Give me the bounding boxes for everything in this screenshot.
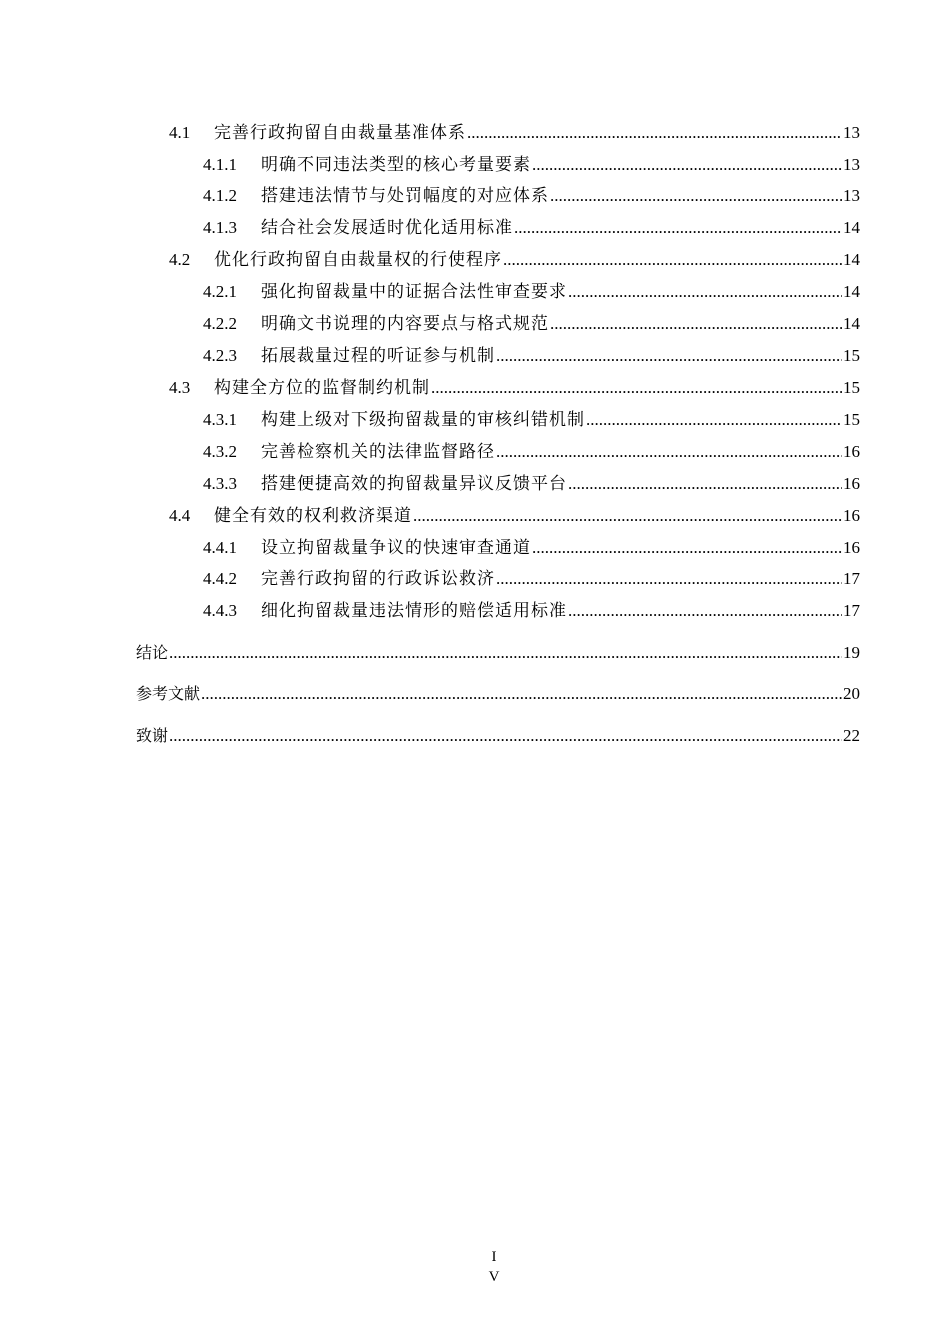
toc-entry[interactable] bbox=[203, 154, 860, 176]
toc-entry-page: 13 bbox=[843, 186, 860, 205]
toc-entry-page: 22 bbox=[843, 726, 860, 745]
toc-entry-title: 搭建便捷高效的拘留裁量异议反馈平台 bbox=[261, 474, 567, 493]
dot-leader bbox=[169, 725, 842, 747]
dot-leader bbox=[532, 537, 842, 559]
toc-entry-title: 细化拘留裁量违法情形的赔偿适用标准 bbox=[261, 601, 567, 620]
page-number-line-1: I bbox=[491, 1249, 497, 1265]
toc-entry-title: 完善行政拘留自由裁量基准体系 bbox=[214, 123, 466, 142]
toc-entry[interactable] bbox=[203, 281, 860, 303]
toc-entry-number: 4.4.3 bbox=[203, 601, 237, 620]
toc-entry-page: 15 bbox=[843, 346, 860, 365]
page-number-footer bbox=[0, 1247, 950, 1287]
toc-entry-number: 4.2 bbox=[169, 250, 191, 269]
toc-entry-references[interactable] bbox=[136, 683, 860, 705]
toc-entry-number: 4.1.3 bbox=[203, 218, 237, 237]
toc-entry-title: 健全有效的权利救济渠道 bbox=[214, 506, 412, 525]
toc-entry-number: 4.2.3 bbox=[203, 346, 237, 365]
toc-entry-number: 4.4 bbox=[169, 506, 191, 525]
toc-entry-page: 17 bbox=[843, 569, 860, 588]
toc-entry-number: 4.3.2 bbox=[203, 442, 237, 461]
dot-leader bbox=[467, 122, 842, 144]
toc-entry-conclusion[interactable] bbox=[136, 642, 860, 664]
toc-entry-page: 16 bbox=[843, 442, 860, 461]
toc-entry-page: 13 bbox=[843, 123, 860, 142]
toc-entry-title: 构建上级对下级拘留裁量的审核纠错机制 bbox=[261, 410, 585, 429]
toc-entry-title: 强化拘留裁量中的证据合法性审查要求 bbox=[261, 282, 567, 301]
dot-leader bbox=[568, 473, 842, 495]
toc-entry-page: 14 bbox=[843, 314, 860, 333]
toc-entry-page: 15 bbox=[843, 410, 860, 429]
toc-entry[interactable] bbox=[203, 409, 860, 431]
toc-entry-number: 4.4.2 bbox=[203, 569, 237, 588]
dot-leader bbox=[568, 281, 842, 303]
toc-entry-page: 16 bbox=[843, 506, 860, 525]
toc-entry-number: 4.3.3 bbox=[203, 474, 237, 493]
toc-entry-title: 构建全方位的监督制约机制 bbox=[214, 378, 430, 397]
toc-entry-number: 4.1.2 bbox=[203, 186, 237, 205]
toc-entry-acknowledgements[interactable] bbox=[136, 725, 860, 747]
toc-entry[interactable] bbox=[203, 313, 860, 335]
toc-entry-page: 14 bbox=[843, 218, 860, 237]
toc-entry-page: 20 bbox=[843, 684, 860, 703]
toc-entry-title: 搭建违法情节与处罚幅度的对应体系 bbox=[261, 186, 549, 205]
toc-entry[interactable] bbox=[203, 537, 860, 559]
toc-entry-title: 优化行政拘留自由裁量权的行使程序 bbox=[214, 250, 502, 269]
toc-entry[interactable] bbox=[203, 568, 860, 590]
dot-leader bbox=[550, 313, 842, 335]
toc-entry-number: 4.2.2 bbox=[203, 314, 237, 333]
toc-entry-title: 完善行政拘留的行政诉讼救济 bbox=[261, 569, 495, 588]
toc-entry-title: 明确不同违法类型的核心考量要素 bbox=[261, 155, 531, 174]
toc-entry-title: 致谢 bbox=[136, 726, 169, 745]
dot-leader bbox=[431, 377, 842, 399]
dot-leader bbox=[532, 154, 842, 176]
toc-entry-page: 15 bbox=[843, 378, 860, 397]
dot-leader bbox=[496, 345, 842, 367]
dot-leader bbox=[201, 683, 842, 705]
toc-entry-number: 4.1 bbox=[169, 123, 191, 142]
page-number-line-2: V bbox=[488, 1269, 500, 1285]
toc-entry-title: 结合社会发展适时优化适用标准 bbox=[261, 218, 513, 237]
toc-entry[interactable] bbox=[169, 377, 860, 399]
toc-entry-title: 设立拘留裁量争议的快速审查通道 bbox=[261, 538, 531, 557]
toc-entry[interactable] bbox=[169, 505, 860, 527]
toc-entry-number: 4.3.1 bbox=[203, 410, 237, 429]
toc-entry-page: 13 bbox=[843, 155, 860, 174]
toc-entry-title: 拓展裁量过程的听证参与机制 bbox=[261, 346, 495, 365]
toc-entry-number: 4.1.1 bbox=[203, 155, 237, 174]
toc-entry[interactable] bbox=[169, 249, 860, 271]
toc-entry[interactable] bbox=[203, 217, 860, 239]
dot-leader bbox=[169, 642, 842, 664]
dot-leader bbox=[550, 185, 842, 207]
dot-leader bbox=[514, 217, 842, 239]
dot-leader bbox=[496, 568, 842, 590]
dot-leader bbox=[586, 409, 842, 431]
toc-entry[interactable] bbox=[203, 441, 860, 463]
toc-entry[interactable] bbox=[203, 473, 860, 495]
toc-entry-title: 明确文书说理的内容要点与格式规范 bbox=[261, 314, 549, 333]
toc-entry-title: 完善检察机关的法律监督路径 bbox=[261, 442, 495, 461]
toc-entry[interactable] bbox=[203, 185, 860, 207]
toc-entry-number: 4.4.1 bbox=[203, 538, 237, 557]
toc-entry-title: 结论 bbox=[136, 643, 169, 662]
dot-leader bbox=[496, 441, 842, 463]
toc-entry-number: 4.2.1 bbox=[203, 282, 237, 301]
toc-entry[interactable] bbox=[203, 345, 860, 367]
toc-entry-number: 4.3 bbox=[169, 378, 191, 397]
toc-entry-page: 14 bbox=[843, 250, 860, 269]
toc-entry-title: 参考文献 bbox=[136, 684, 201, 703]
toc-entry[interactable] bbox=[203, 600, 860, 622]
dot-leader bbox=[568, 600, 842, 622]
toc-entry-page: 19 bbox=[843, 643, 860, 662]
toc-entry-page: 17 bbox=[843, 601, 860, 620]
toc-entry-page: 16 bbox=[843, 474, 860, 493]
toc-entry-page: 16 bbox=[843, 538, 860, 557]
toc-entry[interactable] bbox=[169, 122, 860, 144]
toc-entry-page: 14 bbox=[843, 282, 860, 301]
dot-leader bbox=[503, 249, 842, 271]
dot-leader bbox=[413, 505, 842, 527]
